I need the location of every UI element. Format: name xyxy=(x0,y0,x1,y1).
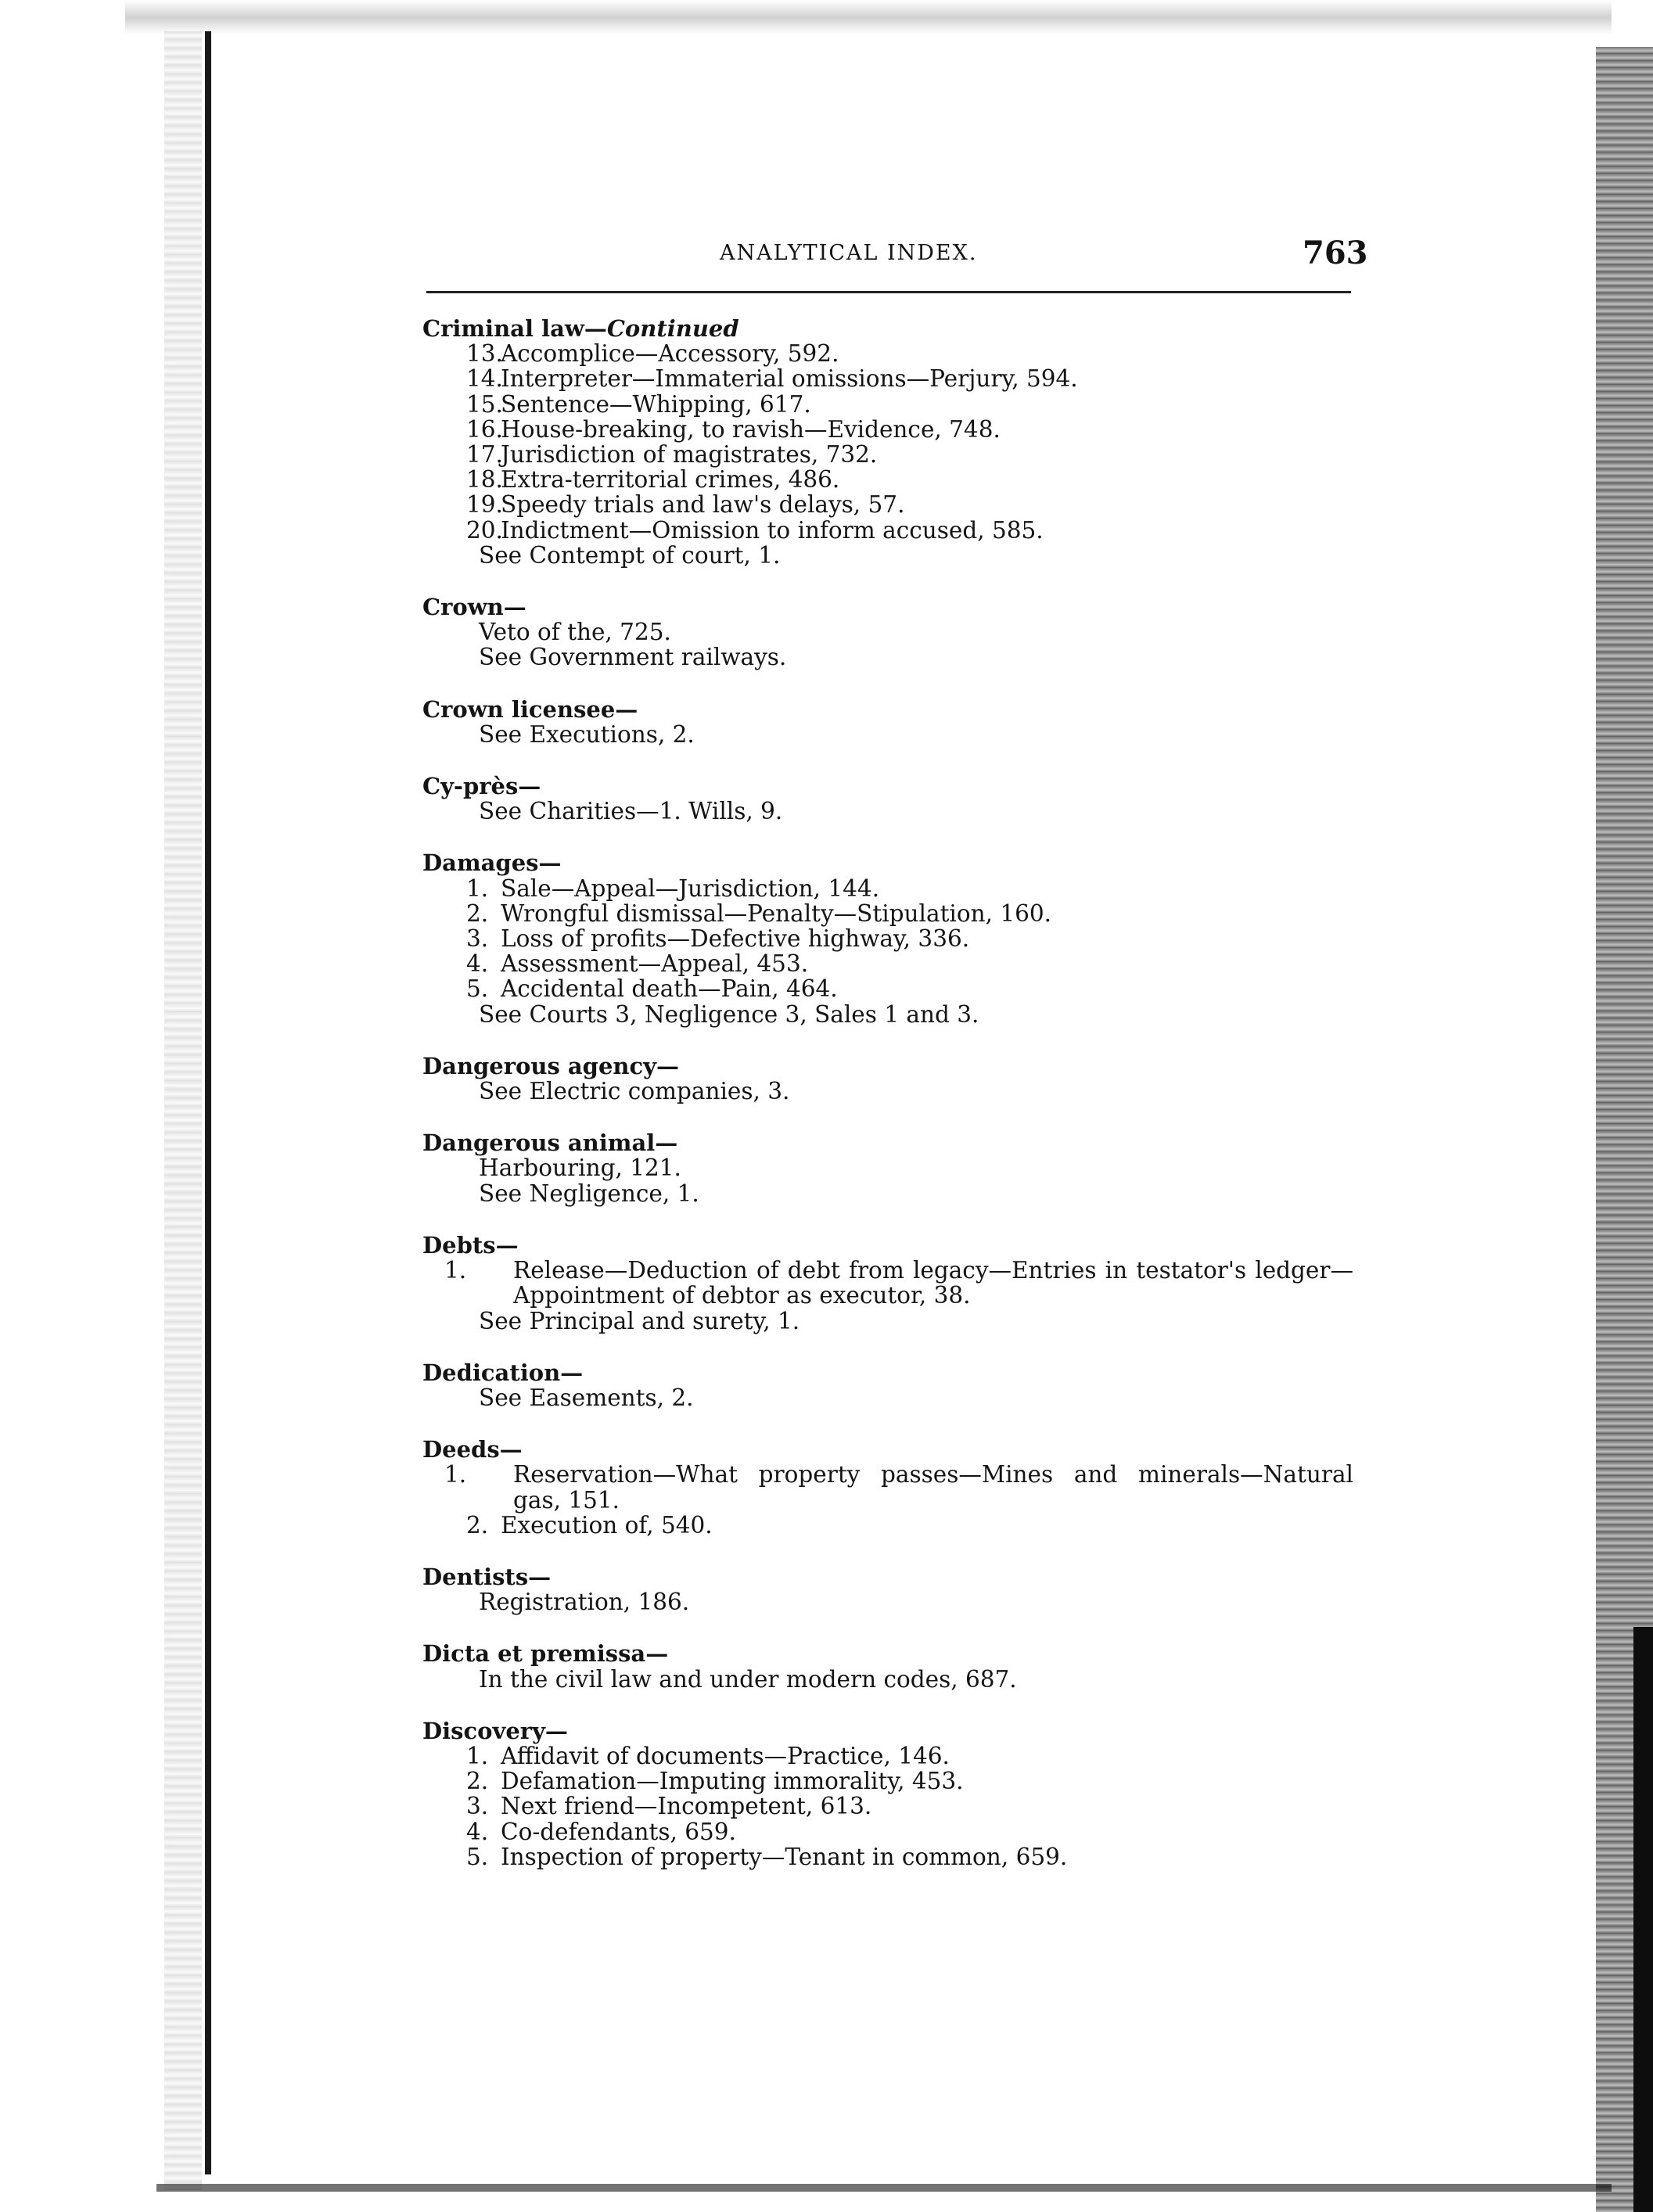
entry-line-number: 17. xyxy=(466,441,503,469)
entry-heading xyxy=(422,1054,1353,1079)
entry-line-number: 14. xyxy=(466,365,503,393)
scan-dark-bar xyxy=(1633,1627,1653,2212)
running-head: ANALYTICAL INDEX. xyxy=(720,241,978,265)
entry-line xyxy=(422,442,1353,467)
entry-line xyxy=(422,1794,1353,1819)
entry-line xyxy=(422,619,1353,645)
entry-heading-continued: Continued xyxy=(606,315,739,342)
entry-line xyxy=(422,1513,1353,1538)
entry-heading xyxy=(422,850,1353,875)
entry-line-text: In the civil law and under modern codes, 687. xyxy=(479,1665,1017,1693)
entry-line-text: Defamation—Imputing immorality, 453. xyxy=(501,1768,964,1795)
entry-line-text: Harbouring, 121. xyxy=(479,1154,681,1182)
entry-line-number: 2. xyxy=(466,1768,489,1795)
entry-line xyxy=(422,1079,1353,1104)
entry-line xyxy=(422,1258,1353,1308)
entry-line-text: Accidental death—Pain, 464. xyxy=(501,975,838,1003)
entry-line-text: Release—Deduction of debt from legacy—Entries in testator's ledger—Appointment of debtor as executor, 38. xyxy=(513,1257,1353,1309)
entry-line-text: See Principal and surety, 1. xyxy=(479,1307,800,1334)
entry-heading-text: Dangerous animal— xyxy=(422,1129,678,1157)
entry-line xyxy=(422,1667,1353,1692)
entry-heading xyxy=(422,316,1353,341)
entry-line xyxy=(422,392,1353,417)
entry-line-text: House-breaking, to ravish—Evidence, 748. xyxy=(501,415,1001,443)
entry-line xyxy=(422,543,1353,568)
index-entry xyxy=(422,1564,1353,1614)
entry-line xyxy=(422,492,1353,517)
entry-line xyxy=(422,1819,1353,1844)
entry-heading-text: Crown— xyxy=(422,594,526,621)
index-entry xyxy=(422,1718,1353,1869)
index-entry xyxy=(422,1130,1353,1206)
entry-line xyxy=(422,876,1353,901)
entry-line xyxy=(422,1462,1353,1512)
entry-line-number: 18. xyxy=(466,466,503,494)
entry-line-text: Reservation—What property passes—Mines and minerals—Natural gas, 151. xyxy=(513,1461,1353,1514)
entry-line-number: 16. xyxy=(466,415,503,443)
entry-line-number: 1. xyxy=(444,1257,467,1284)
entry-line-text: Wrongful dismissal—Penalty—Stipulation, 160. xyxy=(501,900,1052,927)
entry-heading-text: Discovery— xyxy=(422,1717,568,1744)
entry-heading-text: Dangerous agency— xyxy=(422,1052,679,1079)
entry-line-text: See Easements, 2. xyxy=(479,1384,694,1411)
entry-heading-text: Criminal law— xyxy=(422,315,607,342)
entry-line xyxy=(422,417,1353,442)
entry-heading xyxy=(422,1718,1353,1743)
index-entry xyxy=(422,1360,1353,1410)
entry-line-number: 4. xyxy=(466,950,489,978)
entry-line xyxy=(422,1002,1353,1027)
entry-line-text: Execution of, 540. xyxy=(501,1511,713,1539)
entry-line xyxy=(422,1309,1353,1334)
entry-heading xyxy=(422,1130,1353,1155)
entry-line-text: See Negligence, 1. xyxy=(479,1180,699,1207)
index-entry xyxy=(422,697,1353,747)
entry-line-number: 15. xyxy=(466,390,503,418)
entry-heading-text: Debts— xyxy=(422,1231,519,1259)
entry-line-text: Assessment—Appeal, 453. xyxy=(501,950,809,978)
entry-line-number: 2. xyxy=(466,1511,489,1539)
entry-line xyxy=(422,341,1353,366)
entry-line xyxy=(422,1769,1353,1794)
index-entry xyxy=(422,594,1353,670)
entry-line-text: Next friend—Incompetent, 613. xyxy=(501,1793,872,1820)
entry-line-number: 1. xyxy=(466,874,489,902)
entry-line xyxy=(422,722,1353,747)
entry-heading xyxy=(422,594,1353,619)
entry-line xyxy=(422,799,1353,824)
entry-heading-text: Dentists— xyxy=(422,1563,552,1590)
entry-line xyxy=(422,366,1353,391)
entry-heading xyxy=(422,1564,1353,1589)
entry-line-number: 13. xyxy=(466,340,503,368)
entry-line-number: 2. xyxy=(466,900,489,927)
entry-line xyxy=(422,1844,1353,1869)
entry-line xyxy=(422,951,1353,976)
entry-line-number: 20. xyxy=(466,516,503,544)
entry-line-text: See Charities—1. Wills, 9. xyxy=(479,798,783,825)
scan-page-edge-bottom xyxy=(156,2184,1612,2192)
page-header xyxy=(422,235,1368,282)
entry-line-number: 1. xyxy=(444,1461,467,1488)
entry-line xyxy=(422,518,1353,543)
entry-line-number: 3. xyxy=(466,1793,489,1820)
entry-line-number: 3. xyxy=(466,925,489,953)
entry-line-text: Loss of profits—Defective highway, 336. xyxy=(501,925,970,953)
entry-line-text: Sale—Appeal—Jurisdiction, 144. xyxy=(501,874,880,902)
entry-heading-text: Dedication— xyxy=(422,1359,584,1386)
index-entry xyxy=(422,1054,1353,1104)
entry-line-text: Indictment—Omission to inform accused, 585. xyxy=(501,516,1044,544)
entry-line-text: Co-defendants, 659. xyxy=(501,1818,736,1845)
header-rule xyxy=(426,291,1351,293)
entry-line-text: Inspection of property—Tenant in common, 659. xyxy=(501,1843,1068,1870)
entry-line xyxy=(422,901,1353,926)
entry-line xyxy=(422,926,1353,951)
index-entry xyxy=(422,1641,1353,1691)
entry-heading xyxy=(422,774,1353,799)
index-entry xyxy=(422,316,1353,568)
entry-heading-text: Dicta et premissa— xyxy=(422,1640,669,1668)
index-entry xyxy=(422,1437,1353,1538)
entry-line-text: See Courts 3, Negligence 3, Sales 1 and 3. xyxy=(479,1000,979,1028)
entry-line-text: Jurisdiction of magistrates, 732. xyxy=(501,441,878,469)
entry-heading xyxy=(422,697,1353,722)
entry-line-number: 5. xyxy=(466,975,489,1003)
index-entry xyxy=(422,1233,1353,1334)
entry-line xyxy=(422,1155,1353,1180)
entry-line-text: Speedy trials and law's delays, 57. xyxy=(501,491,905,519)
scan-binding-shadow xyxy=(164,31,202,2190)
entry-line-number: 19. xyxy=(466,491,503,519)
entry-line-text: Affidavit of documents—Practice, 146. xyxy=(501,1742,950,1769)
entry-line xyxy=(422,467,1353,492)
entry-heading xyxy=(422,1233,1353,1258)
page-number: 763 xyxy=(1303,235,1368,271)
entry-line-text: See Executions, 2. xyxy=(479,720,695,748)
entry-heading xyxy=(422,1360,1353,1385)
entry-heading xyxy=(422,1437,1353,1462)
entry-line xyxy=(422,976,1353,1001)
entry-line xyxy=(422,1181,1353,1206)
index-content xyxy=(422,316,1353,1869)
entry-heading-text: Damages— xyxy=(422,849,562,877)
entry-line-text: See Contempt of court, 1. xyxy=(479,541,781,569)
entry-line-text: Sentence—Whipping, 617. xyxy=(501,390,811,418)
entry-line-text: See Electric companies, 3. xyxy=(479,1078,790,1105)
entry-line-text: Extra-territorial crimes, 486. xyxy=(501,466,840,494)
entry-line-number: 1. xyxy=(466,1742,489,1769)
entry-heading xyxy=(422,1641,1353,1666)
scan-top-edge xyxy=(125,0,1612,34)
entry-line-number: 4. xyxy=(466,1818,489,1845)
scan-page-edge-left xyxy=(205,31,211,2174)
entry-line-text: See Government railways. xyxy=(479,644,787,671)
entry-line xyxy=(422,1589,1353,1614)
entry-line-number: 5. xyxy=(466,1843,489,1870)
index-entry xyxy=(422,850,1353,1026)
entry-heading-text: Cy-près— xyxy=(422,773,541,800)
entry-heading-text: Crown licensee— xyxy=(422,695,638,723)
entry-heading-text: Deeds— xyxy=(422,1436,523,1463)
entry-line xyxy=(422,1385,1353,1410)
entry-line xyxy=(422,1743,1353,1769)
entry-line xyxy=(422,645,1353,670)
entry-line-text: Veto of the, 725. xyxy=(479,619,671,646)
entry-line-text: Registration, 186. xyxy=(479,1589,690,1616)
entry-line-text: Accomplice—Accessory, 592. xyxy=(501,340,839,368)
entry-line-text: Interpreter—Immaterial omissions—Perjury, 594. xyxy=(501,365,1078,393)
index-entry xyxy=(422,774,1353,824)
